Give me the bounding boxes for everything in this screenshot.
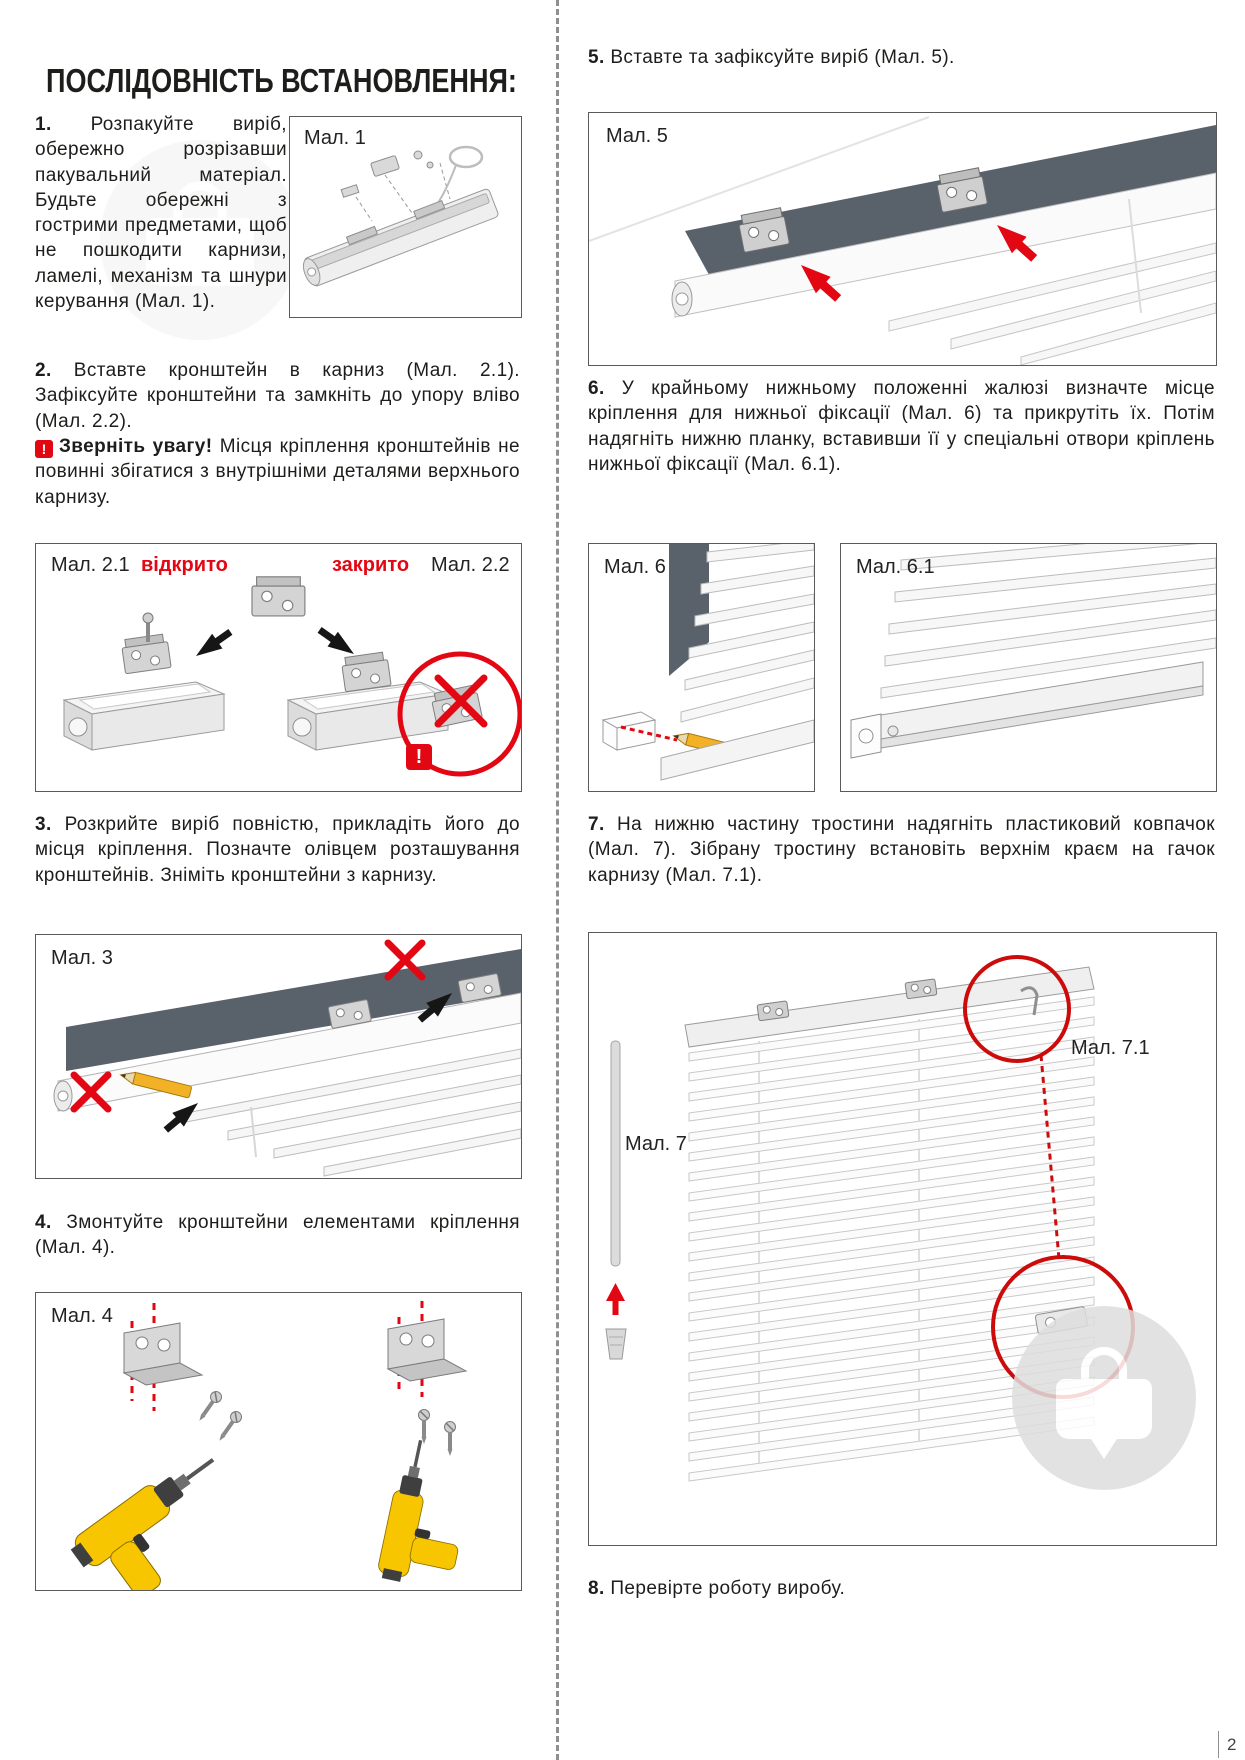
figure-label: Мал. 3	[51, 947, 113, 969]
figure-1	[289, 116, 522, 318]
figure-label: Мал. 6	[604, 556, 666, 578]
warning-text: Місця кріплення кронштейнів не повинні збігатися з внутрішніми деталями верхнього карнизу.	[35, 436, 520, 508]
bottom-fixation-illustration	[589, 544, 814, 791]
step-text: Розкрийте виріб повністю, прикладіть його до місця кріплення. Позначте олівцем розташування кронштейнів. Зніміть кронштейни з карнизу.	[35, 814, 520, 886]
drill-mounting-illustration	[36, 1293, 521, 1590]
step-3	[35, 812, 520, 888]
closed-label: закрито	[332, 554, 410, 576]
figure-label: Мал. 5	[606, 125, 668, 147]
step-text: На нижню частину тростини надягніть пластиковий ковпачок (Мал. 7). Зібрану тростину встановіть верхнім краєм на гачок карнизу (Мал. 7.1).	[588, 814, 1215, 886]
step-number: 3.	[35, 814, 52, 835]
blinds-marking-illustration	[36, 935, 521, 1178]
step-text: У крайньому нижньому положенні жалюзі визначте місце кріплення для нижньої фіксації (Мал. 6) та прикрутіть їх. Потім надягніть нижню планку, вставивши її у спеціальні отвори кріплень нижньої фіксації (Мал. 6.1).	[588, 378, 1215, 475]
figure-6-1	[840, 543, 1217, 792]
figure-3	[35, 934, 522, 1179]
step-2	[35, 358, 520, 434]
step-text: Перевірте роботу виробу.	[610, 1578, 846, 1599]
step-number: 1.	[35, 114, 52, 135]
step-5	[588, 45, 1215, 70]
step-4	[35, 1210, 520, 1261]
step-7	[588, 812, 1215, 888]
step-text: Змонтуйте кронштейни елементами кріплення (Мал. 4).	[35, 1212, 520, 1259]
step-text: Вставте та зафіксуйте виріб (Мал. 5).	[610, 47, 955, 68]
warning-icon: !	[35, 440, 53, 458]
page-number: 2	[1218, 1731, 1236, 1758]
page-title: ПОСЛІДОВНІСТЬ ВСТАНОВЛЕННЯ:	[46, 62, 517, 100]
column-divider	[556, 0, 559, 1760]
step-text: Вставте кронштейн в карниз (Мал. 2.1). Зафіксуйте кронштейни та замкніть до упору вліво (Мал. 2.2).	[35, 360, 520, 432]
wand-assembly-illustration	[589, 933, 1216, 1545]
bottom-rail-illustration	[841, 544, 1216, 791]
step-8	[588, 1576, 1215, 1601]
step-6	[588, 376, 1215, 477]
bracket-mounting-illustration	[36, 544, 521, 791]
figure-5	[588, 112, 1217, 366]
figure-7	[588, 932, 1217, 1546]
figure-label: Мал. 7.1	[1071, 1037, 1150, 1059]
figure-2	[35, 543, 522, 792]
figure-label: Мал. 7	[625, 1133, 687, 1155]
step-number: 6.	[588, 378, 605, 399]
figure-4	[35, 1292, 522, 1591]
step-number: 4.	[35, 1212, 52, 1233]
step-2-warning	[35, 434, 520, 510]
step-number: 8.	[588, 1578, 605, 1599]
figure-6	[588, 543, 815, 792]
step-number: 5.	[588, 47, 605, 68]
step-number: 2.	[35, 360, 52, 381]
figure-label: Мал. 6.1	[856, 556, 935, 578]
blinds-install-illustration	[589, 113, 1216, 365]
figure-label: Мал. 2.1	[51, 554, 130, 576]
step-number: 7.	[588, 814, 605, 835]
figure-label: Мал. 2.2	[431, 554, 510, 576]
exclamation-badge: !	[406, 744, 432, 770]
open-label: відкрито	[141, 554, 228, 576]
figure-label: Мал. 4	[51, 1305, 113, 1327]
warning-bold: Зверніть увагу!	[59, 436, 213, 457]
step-text: Розпакуйте виріб, обережно розрізавши пакувальний матеріал. Будьте обережні з гострими предметами, щоб не пошкодити карнизи, ламелі, механізм та шнури керування (Мал. 1).	[35, 114, 287, 312]
figure-label: Мал. 1	[304, 127, 366, 149]
step-1	[35, 112, 287, 314]
